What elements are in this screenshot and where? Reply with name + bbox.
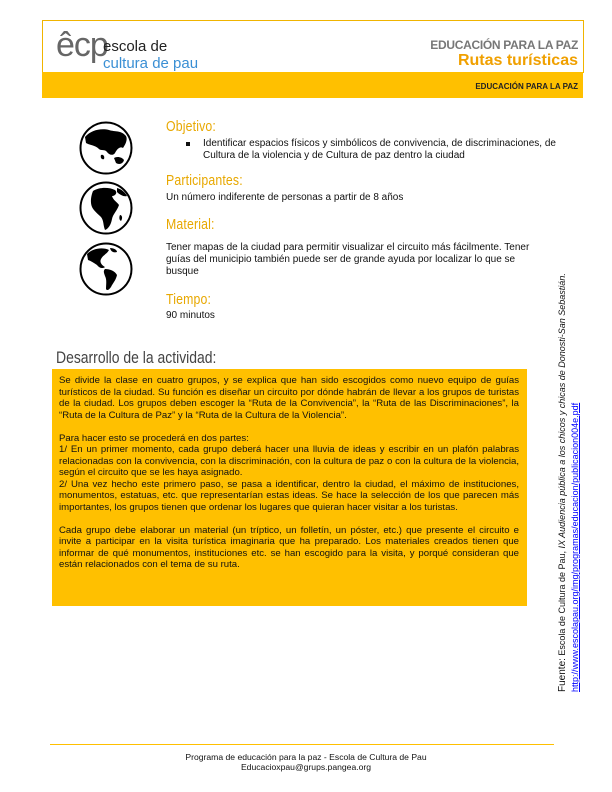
footer-divider [50, 744, 554, 745]
section-title: Rutas turísticas [457, 52, 578, 69]
development-paragraph-5: Cada grupo debe elaborar un material (un tríptico, un folletín, un póster, etc.) que presente el circuito e invite a participar en la visita turística imaginaria que ha preparado. Los materiales creados tienen que informar de qué monumentos, instituciones etc. se han escogido para la visita, y porqué consideran que están relacionados con el tema de su ruta. [59, 524, 519, 570]
globe-asia-icon [79, 121, 133, 175]
source-note [556, 232, 581, 692]
globe-africa-icon [79, 181, 133, 235]
time-text: 90 minutos [166, 310, 215, 321]
participants-title: Participantes: [166, 172, 243, 189]
participants-text: Un número indiferente de personas a partir de 8 años [166, 192, 404, 203]
objective-list [186, 138, 578, 162]
source-link[interactable]: http://www.escolapau.org/img/programas/educacion/publicacion004e.pdf [570, 402, 580, 692]
objective-title: Objetivo: [166, 118, 217, 135]
development-paragraph-2: Para hacer esto se procederá en dos partes: [59, 432, 249, 444]
material-text: Tener mapas de la ciudad para permitir visualizar el circuito más fácilmente. Tener guías del municipio también puede ser de grande ayuda por localizar lo que se busque [166, 242, 530, 277]
development-box [52, 369, 527, 606]
header-bar-label: EDUCACIÓN PARA LA PAZ [475, 82, 578, 91]
development-title: Desarrollo de la actividad: [56, 348, 217, 367]
logo-text-line2: cultura de pau [103, 55, 199, 72]
source-org: Escola de Cultura de Pau, [557, 548, 567, 659]
footer-program: Programa de educación para la paz - Escola de Cultura de Pau [185, 752, 427, 762]
development-paragraph-1: Se divide la clase en cuatro grupos, y se explica que han sido escogidos como nuevo equipo de guías turísticos de la ciudad. Su función es diseñar un circuito por dónde habrán de llevar a los grupos de turistas de la ciudad. Los grupos deben escoger la “Ruta de la Convivencia”, la “Ruta de las Discriminaciones”, la “Ruta de la Cultura de Paz” y la “Ruta de la Cultura de la Violencia”. [59, 375, 519, 421]
development-paragraph-4: 2/ Una vez hecho este primero paso, se pasa a identificar, dentro la ciudad, el máximo de instituciones, monumentos, estatuas, etc. que representarían estas ideas. Se hace la selección de los que parecen más importantes, los grupos tienen que ordenar los lugares que quieran hacer visitar a los turistas. [59, 478, 519, 513]
time-title: Tiempo: [166, 291, 212, 308]
footer-email[interactable]: Educacioxpau@grups.pangea.org [240, 762, 372, 772]
globe-americas-icon [79, 242, 133, 296]
source-work: IX Audiencia pública a los chicos y chicas de Donosti-San Sebastián. [557, 273, 567, 549]
logo-mark: êcp [56, 26, 108, 64]
objective-item: Identificar espacios físicos y simbólicos de convivencia, de discriminaciones, de Cultura de la violencia y de Cultura de paz dentro la ciudad [186, 138, 578, 162]
program-title: EDUCACIÓN PARA LA PAZ [430, 38, 578, 52]
logo-text-line1: escola de [103, 38, 168, 55]
development-paragraph-3: 1/ En un primer momento, cada grupo deberá hacer una lluvia de ideas y escribir en un plafón palabras relacionadas con la convivencia, con la discriminación, con la cultura de paz o con la cultura de la violencia, según el circuito que se les haya asignado. [59, 444, 519, 478]
material-title: Material: [166, 216, 215, 233]
source-label: Fuente: [557, 658, 568, 692]
